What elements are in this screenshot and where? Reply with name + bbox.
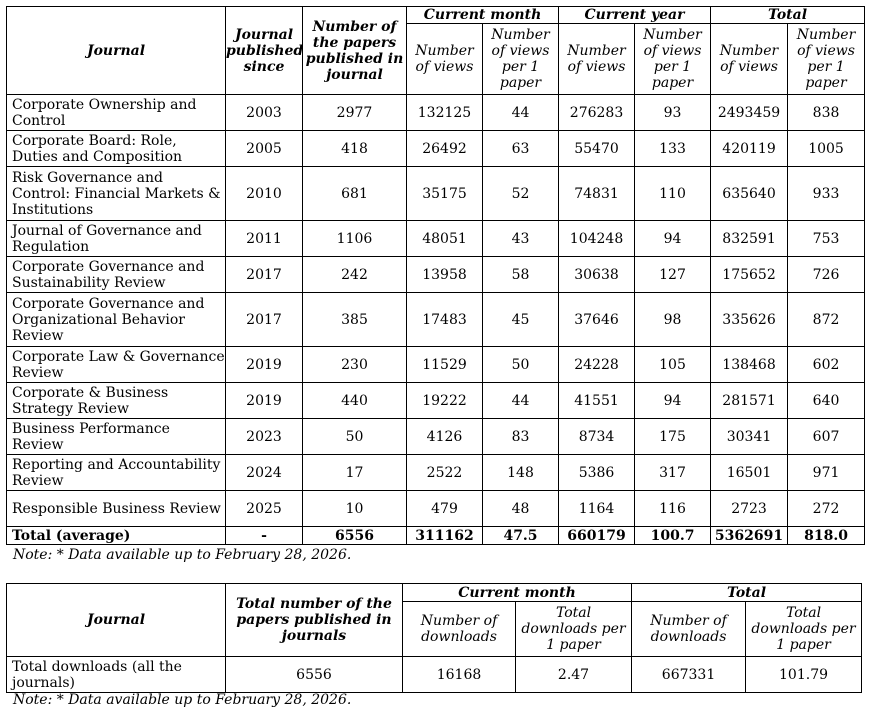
downloads-table <box>6 583 862 693</box>
year-views-per-paper: 133 <box>635 131 711 167</box>
subheader-views: Number of views <box>407 24 483 95</box>
papers-count: 10 <box>303 491 407 527</box>
month-views-per-paper: 48 <box>483 491 559 527</box>
papers-count: 681 <box>303 167 407 221</box>
year-views: 41551 <box>559 383 635 419</box>
total-views: 281571 <box>711 383 788 419</box>
month-views-per-paper: 43 <box>483 221 559 257</box>
journal-name: Business Performance Review <box>7 419 226 455</box>
table-row <box>7 491 865 527</box>
month-views-per-paper: 50 <box>483 347 559 383</box>
header-total: Total <box>711 7 865 24</box>
views-table <box>6 6 865 545</box>
month-views: 13958 <box>407 257 483 293</box>
year-views: 37646 <box>559 293 635 347</box>
total-views: 335626 <box>711 293 788 347</box>
journal-name: Corporate Board: Role, Duties and Composition <box>7 131 226 167</box>
published-since: 2019 <box>226 347 303 383</box>
month-views: 132125 <box>407 95 483 131</box>
total-views: 30341 <box>711 419 788 455</box>
month-views-per-paper: 45 <box>483 293 559 347</box>
header-journal: Journal <box>7 584 226 657</box>
header-number-of-papers: Number of the papers published in journal <box>303 7 407 95</box>
subheader-downloads: Number of downloads <box>632 602 746 657</box>
month-views: 19222 <box>407 383 483 419</box>
published-since: 2025 <box>226 491 303 527</box>
year-views-per-paper: 116 <box>635 491 711 527</box>
month-downloads-per-paper: 2.47 <box>516 657 632 693</box>
journal-name: Corporate Governance and Sustainability Review <box>7 257 226 293</box>
subheader-views-per-paper: Number of views per 1 paper <box>635 24 711 95</box>
total-views: 138468 <box>711 347 788 383</box>
journal-name: Corporate Law & Governance Review <box>7 347 226 383</box>
header-total-papers: Total number of the papers published in journals <box>226 584 403 657</box>
year-views: 8734 <box>559 419 635 455</box>
published-since: 2019 <box>226 383 303 419</box>
total-views: 16501 <box>711 455 788 491</box>
total-views-per-paper: 1005 <box>788 131 865 167</box>
year-views-per-paper: 94 <box>635 221 711 257</box>
table-note: Note: * Data available up to February 28, 2026. <box>13 692 352 708</box>
month-views-per-paper: 52 <box>483 167 559 221</box>
month-views: 35175 <box>407 167 483 221</box>
year-views: 24228 <box>559 347 635 383</box>
total-row <box>7 527 865 545</box>
month-views: 26492 <box>407 131 483 167</box>
papers-count: 385 <box>303 293 407 347</box>
header-journal: Journal <box>7 7 226 95</box>
papers-count: 6556 <box>226 657 403 693</box>
total-views-per-paper: 640 <box>788 383 865 419</box>
month-views-per-paper: 148 <box>483 455 559 491</box>
table-row <box>7 131 865 167</box>
subheader-downloads-per-paper: Total downloads per 1 paper <box>516 602 632 657</box>
total-views: 175652 <box>711 257 788 293</box>
published-since: 2024 <box>226 455 303 491</box>
papers-count: 17 <box>303 455 407 491</box>
papers-count: 242 <box>303 257 407 293</box>
year-views: 74831 <box>559 167 635 221</box>
table-row <box>7 657 862 693</box>
year-views-per-paper: 98 <box>635 293 711 347</box>
year-views-per-paper: 100.7 <box>635 527 711 545</box>
table-row <box>7 167 865 221</box>
total-views: 2493459 <box>711 95 788 131</box>
month-views: 4126 <box>407 419 483 455</box>
published-since: - <box>226 527 303 545</box>
journal-name: Corporate & Business Strategy Review <box>7 383 226 419</box>
year-views-per-paper: 94 <box>635 383 711 419</box>
total-views: 5362691 <box>711 527 788 545</box>
papers-count: 418 <box>303 131 407 167</box>
header-current-month: Current month <box>403 584 632 602</box>
table-row <box>7 455 865 491</box>
subheader-views: Number of views <box>559 24 635 95</box>
header-current-year: Current year <box>559 7 711 24</box>
total-views-per-paper: 818.0 <box>788 527 865 545</box>
papers-count: 440 <box>303 383 407 419</box>
total-views: 2723 <box>711 491 788 527</box>
year-views: 30638 <box>559 257 635 293</box>
table-row <box>7 257 865 293</box>
total-views-per-paper: 753 <box>788 221 865 257</box>
header-published-since: Journal published since <box>226 7 303 95</box>
month-views: 311162 <box>407 527 483 545</box>
table-row <box>7 95 865 131</box>
published-since: 2011 <box>226 221 303 257</box>
year-views-per-paper: 105 <box>635 347 711 383</box>
month-views-per-paper: 44 <box>483 95 559 131</box>
month-views-per-paper: 83 <box>483 419 559 455</box>
month-views: 48051 <box>407 221 483 257</box>
journal-name: Responsible Business Review <box>7 491 226 527</box>
header-current-month: Current month <box>407 7 559 24</box>
journal-name: Corporate Governance and Organizational Behavior Review <box>7 293 226 347</box>
month-views-per-paper: 47.5 <box>483 527 559 545</box>
year-views-per-paper: 110 <box>635 167 711 221</box>
year-views-per-paper: 93 <box>635 95 711 131</box>
total-views: 420119 <box>711 131 788 167</box>
year-views: 276283 <box>559 95 635 131</box>
year-views-per-paper: 317 <box>635 455 711 491</box>
journal-name: Corporate Ownership and Control <box>7 95 226 131</box>
subheader-views-per-paper: Number of views per 1 paper <box>483 24 559 95</box>
total-views-per-paper: 272 <box>788 491 865 527</box>
papers-count: 6556 <box>303 527 407 545</box>
total-label: Total (average) <box>7 527 226 545</box>
table-row <box>7 347 865 383</box>
published-since: 2010 <box>226 167 303 221</box>
papers-count: 50 <box>303 419 407 455</box>
published-since: 2023 <box>226 419 303 455</box>
journal-name: Journal of Governance and Regulation <box>7 221 226 257</box>
total-views-per-paper: 838 <box>788 95 865 131</box>
published-since: 2017 <box>226 257 303 293</box>
year-views: 660179 <box>559 527 635 545</box>
table-row <box>7 293 865 347</box>
table-row <box>7 383 865 419</box>
header-total: Total <box>632 584 862 602</box>
total-views-per-paper: 933 <box>788 167 865 221</box>
published-since: 2017 <box>226 293 303 347</box>
subheader-downloads-per-paper: Total downloads per 1 paper <box>746 602 862 657</box>
journal-name: Total downloads (all the journals) <box>7 657 226 693</box>
subheader-views: Number of views <box>711 24 788 95</box>
papers-count: 1106 <box>303 221 407 257</box>
month-downloads: 16168 <box>403 657 516 693</box>
journal-name: Reporting and Accountability Review <box>7 455 226 491</box>
table-note: Note: * Data available up to February 28, 2026. <box>13 547 352 563</box>
year-views: 104248 <box>559 221 635 257</box>
published-since: 2005 <box>226 131 303 167</box>
total-downloads: 667331 <box>632 657 746 693</box>
papers-count: 2977 <box>303 95 407 131</box>
month-views: 2522 <box>407 455 483 491</box>
journal-name: Risk Governance and Control: Financial Markets & Institutions <box>7 167 226 221</box>
year-views: 55470 <box>559 131 635 167</box>
total-downloads-per-paper: 101.79 <box>746 657 862 693</box>
year-views: 1164 <box>559 491 635 527</box>
table-row <box>7 419 865 455</box>
year-views-per-paper: 175 <box>635 419 711 455</box>
subheader-views-per-paper: Number of views per 1 paper <box>788 24 865 95</box>
year-views-per-paper: 127 <box>635 257 711 293</box>
papers-count: 230 <box>303 347 407 383</box>
total-views: 635640 <box>711 167 788 221</box>
month-views: 17483 <box>407 293 483 347</box>
month-views: 11529 <box>407 347 483 383</box>
subheader-downloads: Number of downloads <box>403 602 516 657</box>
total-views-per-paper: 726 <box>788 257 865 293</box>
month-views-per-paper: 58 <box>483 257 559 293</box>
total-views-per-paper: 602 <box>788 347 865 383</box>
total-views-per-paper: 971 <box>788 455 865 491</box>
month-views-per-paper: 63 <box>483 131 559 167</box>
total-views: 832591 <box>711 221 788 257</box>
total-views-per-paper: 607 <box>788 419 865 455</box>
year-views: 5386 <box>559 455 635 491</box>
total-views-per-paper: 872 <box>788 293 865 347</box>
month-views-per-paper: 44 <box>483 383 559 419</box>
month-views: 479 <box>407 491 483 527</box>
table-row <box>7 221 865 257</box>
published-since: 2003 <box>226 95 303 131</box>
